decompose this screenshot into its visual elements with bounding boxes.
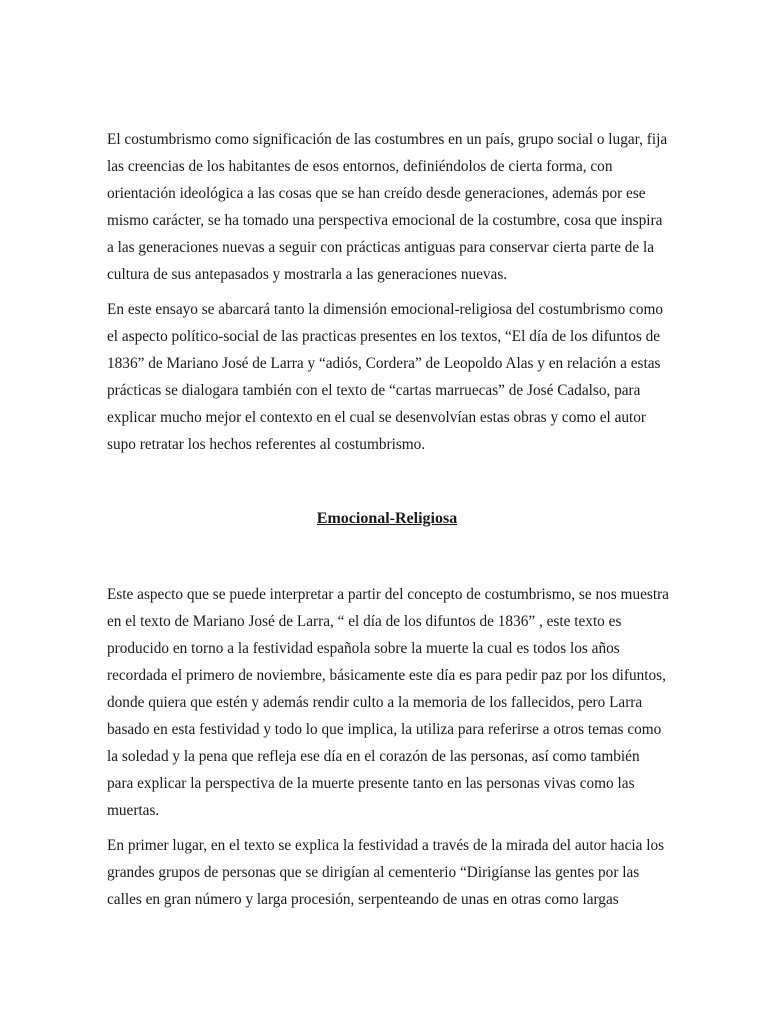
paragraph <box>107 126 667 288</box>
text-line: En este ensayo se abarcará tanto la dimensión emocional-religiosa del costumbrismo como <box>107 301 664 318</box>
text-line: En primer lugar, en el texto se explica la festividad a través de la mirada del autor hacia los <box>107 837 665 854</box>
text-line: cultura de sus antepasados y mostrarla a las generaciones nuevas. <box>107 266 508 283</box>
text-line: para explicar la perspectiva de la muerte presente tanto en las personas vivas como las <box>107 775 635 792</box>
document-body <box>107 126 667 921</box>
paragraph <box>107 296 667 458</box>
text-line: 1836” de Mariano José de Larra y “adiós, Cordera” de Leopoldo Alas y en relación a estas <box>107 355 661 372</box>
text-line: muertas. <box>107 802 160 819</box>
section-heading: Emocional-Religiosa <box>316 510 458 527</box>
text-line: basado en esta festividad y todo lo que implica, la utiliza para referirse a otros temas como <box>107 721 662 738</box>
text-line: prácticas se dialogara también con el texto de “cartas marruecas” de José Cadalso, para <box>107 382 641 399</box>
text-line: El costumbrismo como significación de las costumbres en un país, grupo social o lugar, fija <box>107 131 668 148</box>
text-line: en el texto de Mariano José de Larra, “ el día de los difuntos de 1836” , este texto es <box>107 613 622 630</box>
text-line: la soledad y la pena que refleja ese día en el corazón de las personas, así como también <box>107 748 640 765</box>
text-line: supo retratar los hechos referentes al costumbrismo. <box>107 436 426 453</box>
text-line: calles en gran número y larga procesión, serpenteando de unas en otras como largas <box>107 891 619 908</box>
section-heading-wrap <box>107 505 667 532</box>
text-line: explicar mucho mejor el contexto en el cual se desenvolvían estas obras y como el autor <box>107 409 647 426</box>
emocional-religiosa-section <box>107 581 667 913</box>
text-line: a las generaciones nuevas a seguir con prácticas antiguas para conservar cierta parte de la <box>107 239 655 256</box>
intro-section <box>107 126 667 458</box>
text-line: Este aspecto que se puede interpretar a partir del concepto de costumbrismo, se nos muestra <box>107 586 669 603</box>
text-line: producido en torno a la festividad española sobre la muerte la cual es todos los años <box>107 640 620 657</box>
text-line: mismo carácter, se ha tomado una perspectiva emocional de la costumbre, cosa que inspira <box>107 212 663 229</box>
paragraph <box>107 581 667 824</box>
text-line: grandes grupos de personas que se dirigían al cementerio “Dirigíanse las gentes por las <box>107 864 640 881</box>
text-line: orientación ideológica a las cosas que se han creído desde generaciones, además por ese <box>107 185 646 202</box>
text-line: el aspecto político-social de las practicas presentes en los textos, “El día de los difuntos de <box>107 328 661 345</box>
text-line: donde quiera que estén y además rendir culto a la memoria de los fallecidos, pero Larra <box>107 694 643 711</box>
text-line: recordada el primero de noviembre, básicamente este día es para pedir paz por los difuntos, <box>107 667 666 684</box>
paragraph <box>107 832 667 913</box>
text-line: las creencias de los habitantes de esos entornos, definiéndolos de cierta forma, con <box>107 158 613 175</box>
